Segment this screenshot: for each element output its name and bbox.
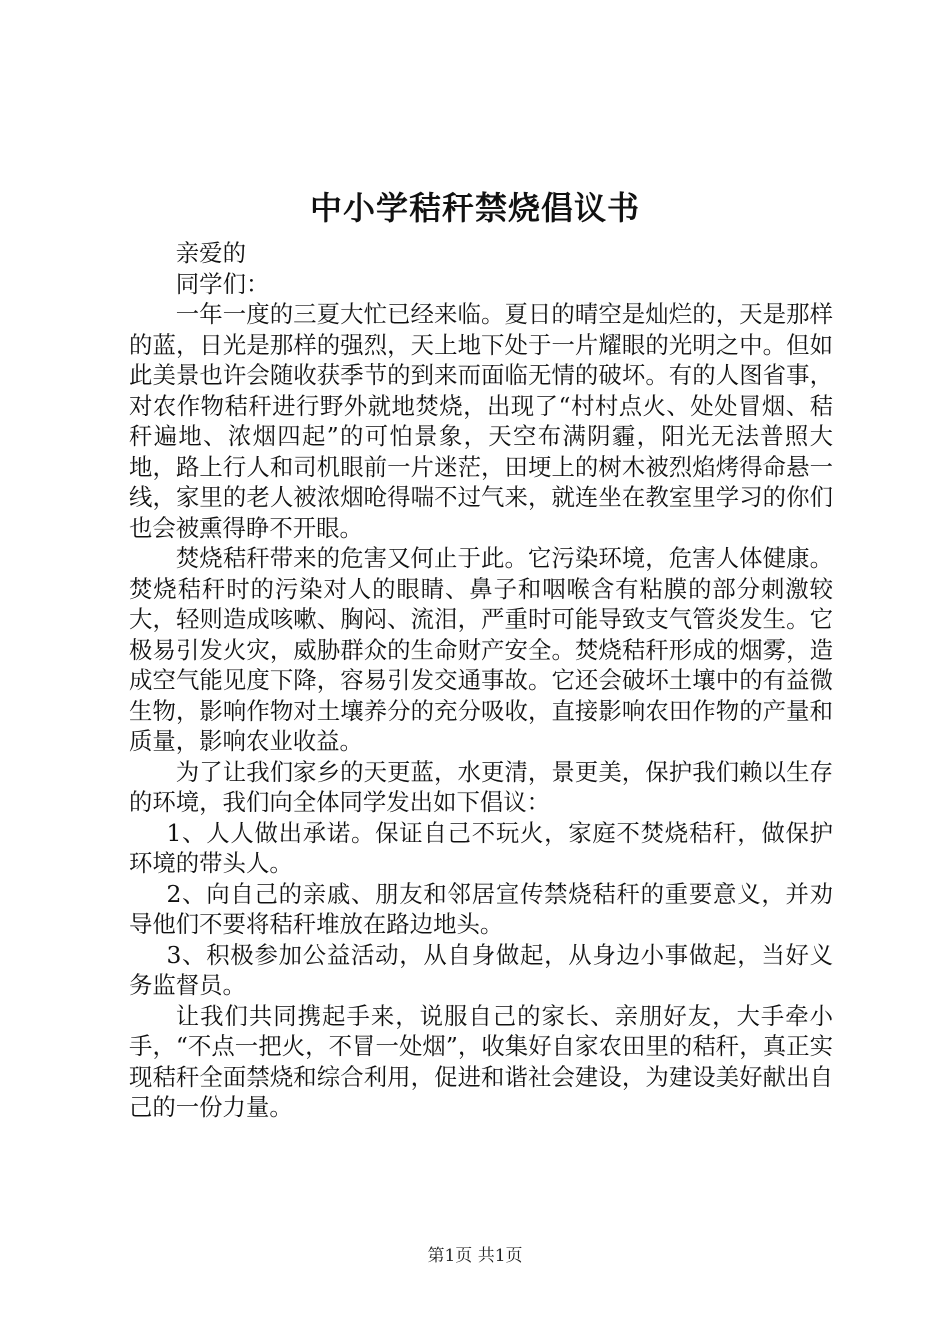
paragraph-closing: 让我们共同携起手来，说服自己的家长、亲朋好友，大手牵小手，“不点一把火，不冒一处烟”，收集好自家农田里的秸秆，真正实现秸秆全面禁烧和综合利用，促进和谐社会建设，为建设美好献出自己的一份力量。: [129, 1001, 833, 1121]
salutation-line-2: 同学们：: [175, 269, 270, 298]
proposal-item-1: 1、人人做出承诺。保证自己不玩火，家庭不焚烧秸秆，做保护环境的带头人。: [129, 818, 833, 877]
document-body: [129, 238, 833, 1123]
paragraph-proposal: 为了让我们家乡的天更蓝，水更清，景更美，保护我们赖以生存的环境，我们向全体同学发出如下倡议：: [129, 757, 833, 816]
paragraph-harms: 焚烧秸秆带来的危害又何止于此。它污染环境，危害人体健康。焚烧秸秆时的污染对人的眼睛、鼻子和咽喉含有粘膜的部分刺激较大，轻则造成咳嗽、胸闷、流泪，严重时可能导致支气管炎发生。它极易引发火灾，威胁群众的生命财产安全。焚烧秸秆形成的烟雾，造成空气能见度下降，容易引发交通事故。它还会破坏土壤中的有益微生物，影响作物对土壤养分的充分吸收，直接影响农田作物的产量和质量，影响农业收益。: [129, 544, 833, 755]
page-footer: 第1页 共1页: [427, 1246, 523, 1266]
proposal-item-2: 2、向自己的亲戚、朋友和邻居宣传禁烧秸秆的重要意义，并劝导他们不要将秸秆堆放在路边地头。: [129, 879, 833, 938]
document-title: 中小学秸秆禁烧倡议书: [309, 189, 640, 227]
proposal-item-3: 3、积极参加公益活动，从自身做起，从身边小事做起，当好义务监督员。: [129, 940, 833, 999]
paragraph-intro: 一年一度的三夏大忙已经来临。夏日的晴空是灿烂的，天是那样的蓝，日光是那样的强烈，天上地下处于一片耀眼的光明之中。但如此美景也许会随收获季节的到来而面临无情的破坏。有的人图省事，对农作物秸秆进行野外就地焚烧，出现了“村村点火、处处冒烟、秸秆遍地、浓烟四起”的可怕景象，天空布满阴霾，阳光无法普照大地，路上行人和司机眼前一片迷茫，田埂上的树木被烈焰烤得命悬一线，家里的老人被浓烟呛得喘不过气来，就连坐在教室里学习的你们也会被熏得睁不开眼。: [129, 300, 833, 542]
salutation-line-1: 亲爱的: [175, 239, 246, 267]
